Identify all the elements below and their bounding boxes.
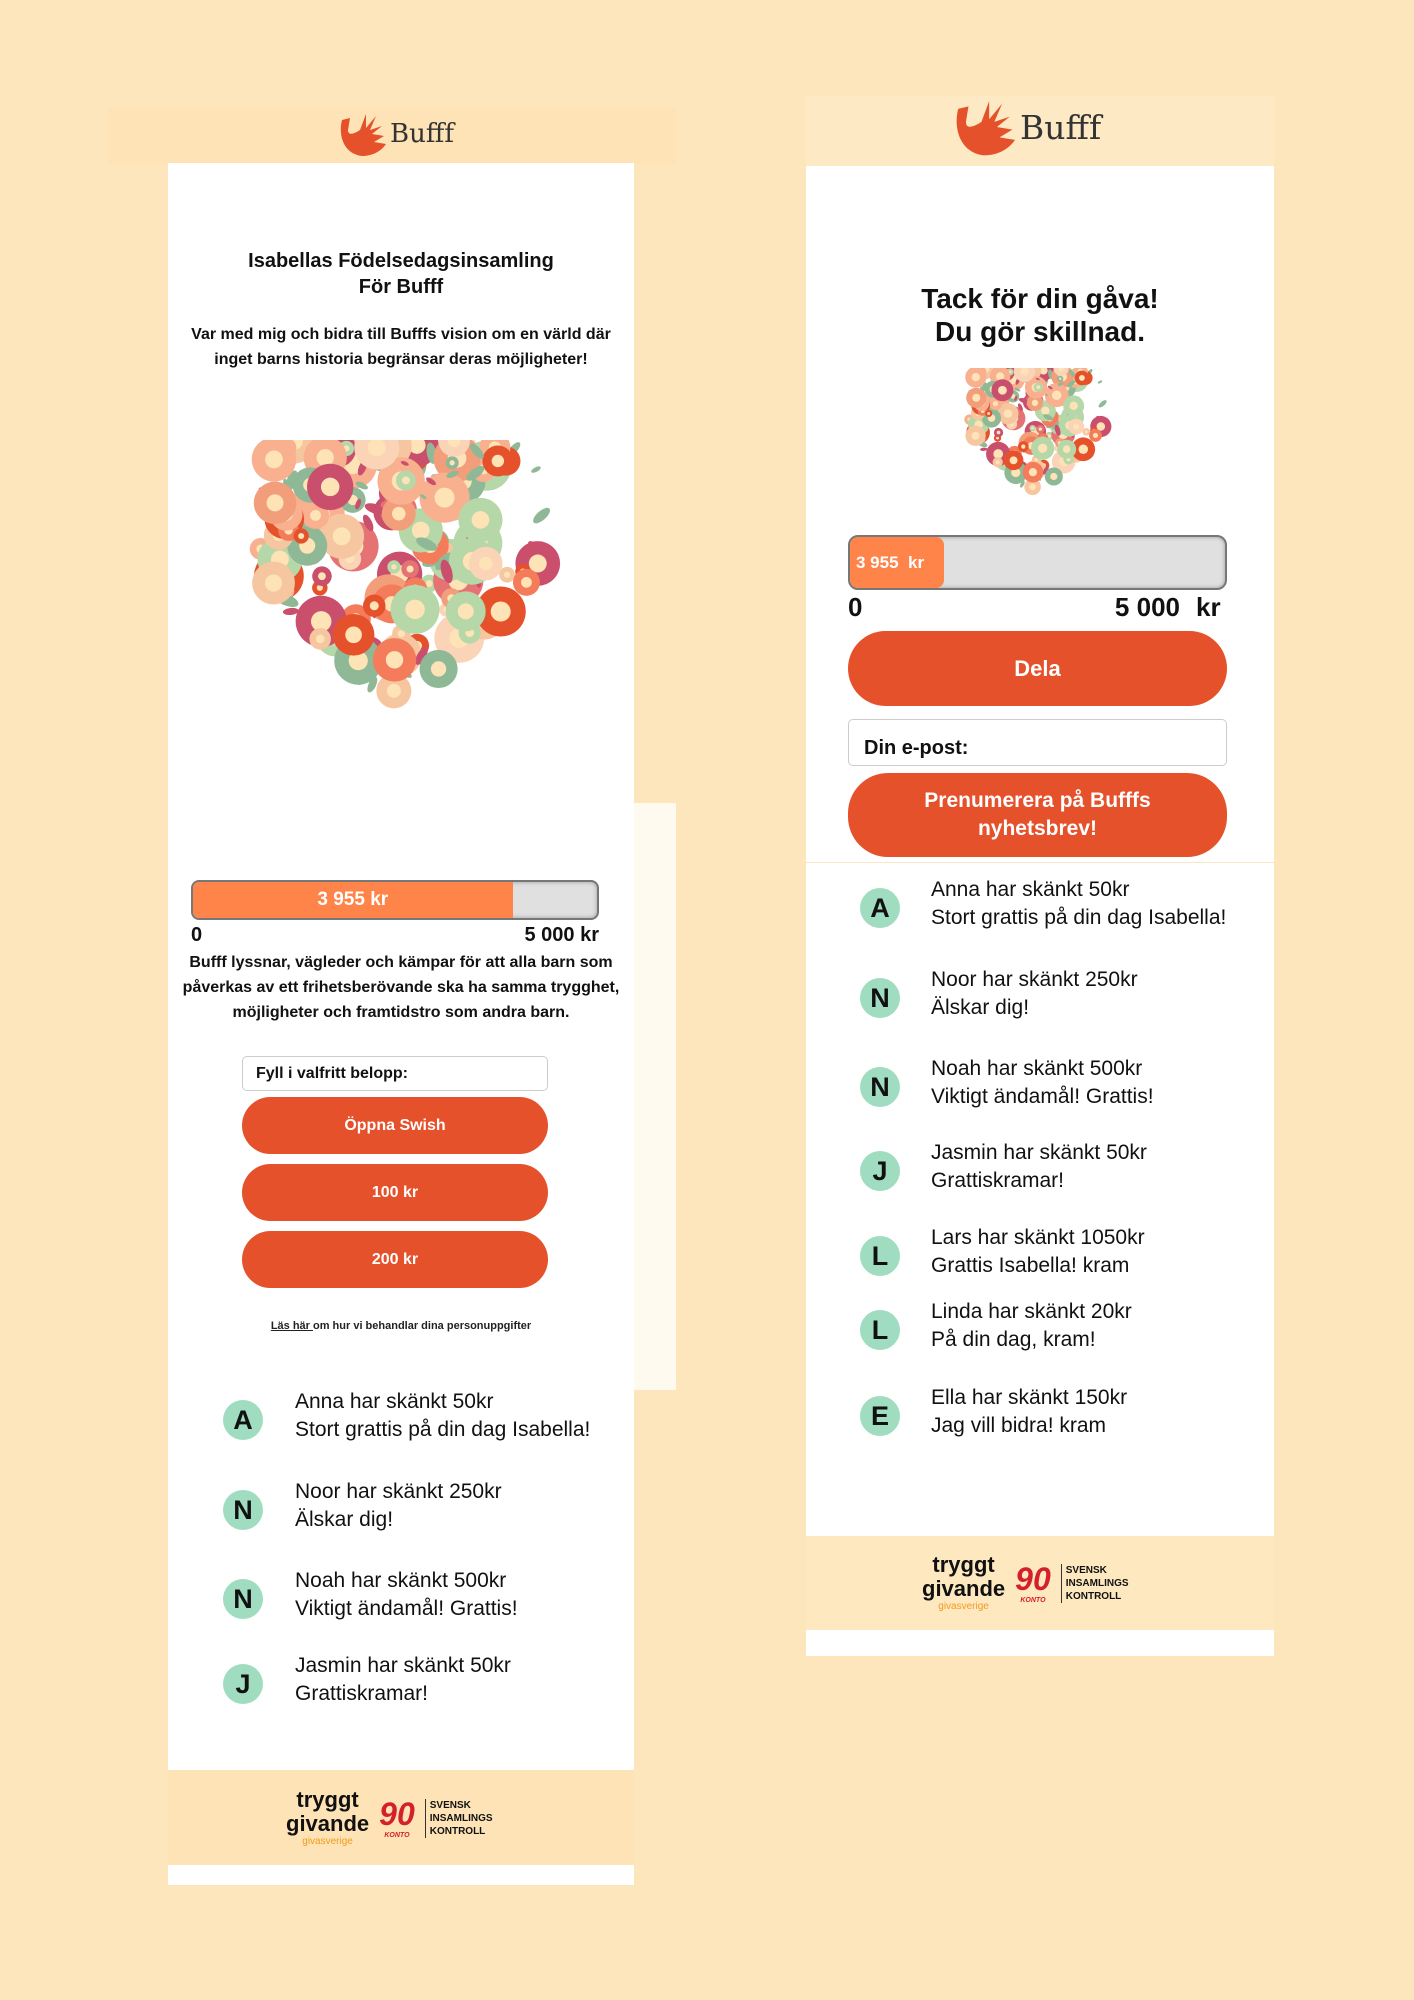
flower — [294, 528, 309, 543]
donation-text — [295, 1567, 518, 1623]
flower — [1057, 440, 1076, 459]
heart-flower-illustration — [958, 368, 1114, 513]
donation-amount: Noah har skänkt 500kr — [931, 1057, 1143, 1080]
flower — [1018, 441, 1029, 452]
donation-item — [860, 1141, 1261, 1201]
donation-amount: Ella har skänkt 150kr — [931, 1386, 1128, 1409]
leaf — [1097, 380, 1102, 384]
donation-amount: Anna har skänkt 50kr — [931, 878, 1130, 901]
flower — [307, 464, 353, 510]
left-progress-fill: 3 955 kr — [193, 882, 513, 918]
flower — [1030, 425, 1036, 431]
donation-item — [860, 878, 1261, 938]
flower — [965, 426, 985, 446]
donor-avatar: A — [223, 1400, 263, 1440]
flower — [401, 560, 419, 578]
flower — [391, 585, 440, 634]
left-footer-strip — [168, 1865, 634, 1885]
flower — [1057, 376, 1063, 382]
flower — [985, 410, 992, 417]
right-logo: Bufff — [950, 96, 1101, 158]
flower — [363, 595, 386, 618]
90-konto-logo: 90 KONTO — [379, 1795, 415, 1839]
donor-avatar: A — [860, 888, 900, 928]
leaf — [531, 505, 553, 526]
flower — [309, 628, 331, 650]
right-title: Tack för din gåva! Du gör skillnad. — [921, 283, 1159, 347]
tryggt-givande-logo: tryggt givande givasverige — [922, 1552, 1006, 1612]
donation-message: På din dag, kram! — [931, 1328, 1096, 1351]
heart-flower-illustration — [240, 440, 562, 746]
divider — [806, 862, 1274, 863]
flower — [966, 388, 986, 408]
donation-amount: Lars har skänkt 1050kr — [931, 1226, 1145, 1249]
flower — [1004, 450, 1024, 470]
right-progress-min: 0 — [848, 592, 863, 622]
svensk-insamlingskontroll-logo: SVENSK INSAMLINGS KONTROLL — [1061, 1564, 1129, 1603]
flower — [991, 379, 1013, 401]
donation-message: Viktigt ändamål! Grattis! — [295, 1597, 518, 1620]
flower — [513, 569, 540, 596]
donor-avatar: L — [860, 1236, 900, 1276]
donor-avatar: N — [860, 978, 900, 1018]
donor-avatar: J — [860, 1151, 900, 1191]
donation-text — [931, 966, 1138, 1022]
flower — [254, 482, 297, 525]
left-footer-logos — [286, 1788, 493, 1848]
donation-amount: Linda har skänkt 20kr — [931, 1300, 1132, 1323]
email-input[interactable]: Din e-post: — [848, 719, 1227, 766]
donor-avatar: N — [223, 1490, 263, 1530]
flower — [252, 562, 295, 605]
donation-amount: Jasmin har skänkt 50kr — [931, 1141, 1147, 1164]
flower — [373, 638, 417, 682]
donation-amount: Noah har skänkt 500kr — [295, 1569, 507, 1592]
hand-logo-icon — [336, 110, 388, 158]
donation-text — [931, 1055, 1154, 1111]
right-progress-bar — [848, 535, 1227, 590]
right-progress-goal: 5 000 — [1114, 592, 1180, 622]
left-title: Isabellas Födelsedagsinsamling För Bufff — [248, 250, 554, 298]
tryggt-givande-logo: tryggt givande givasverige — [286, 1787, 370, 1847]
donation-item — [223, 1654, 625, 1714]
donation-item — [860, 1386, 1261, 1446]
left-progress-bar — [191, 880, 599, 920]
flower — [446, 591, 486, 631]
flower — [312, 566, 332, 586]
open-swish-button[interactable]: Öppna Swish — [242, 1097, 548, 1154]
donation-item — [860, 1300, 1261, 1360]
flower — [1036, 425, 1044, 433]
donor-avatar: L — [860, 1310, 900, 1350]
amount-input[interactable]: Fyll i valfritt belopp: — [242, 1056, 548, 1091]
donation-message: Stort grattis på din dag Isabella! — [931, 906, 1227, 929]
privacy-notice: Läs här om hur vi behandlar dina personuppgifter — [270, 1320, 532, 1332]
90-konto-logo: 90 KONTO — [1015, 1560, 1051, 1604]
flower — [1023, 462, 1044, 483]
hand-logo-icon — [950, 96, 1018, 158]
donor-avatar: J — [223, 1664, 263, 1704]
donation-amount: Anna har skänkt 50kr — [295, 1390, 494, 1413]
right-progress-fill: 3 955 kr — [850, 537, 944, 588]
flower — [1031, 437, 1054, 460]
donation-amount: Jasmin har skänkt 50kr — [295, 1654, 511, 1677]
donation-item — [223, 1390, 625, 1450]
donation-message: Älskar dig! — [931, 996, 1030, 1019]
left-card-side — [634, 803, 676, 1390]
leaf — [1097, 399, 1107, 409]
donation-amount: Noor har skänkt 250kr — [295, 1480, 502, 1503]
left-progress-min: 0 — [191, 924, 203, 946]
flower — [1089, 429, 1102, 442]
donation-message: Älskar dig! — [295, 1508, 394, 1531]
flower — [333, 614, 375, 656]
donation-text — [295, 1478, 502, 1534]
flower — [1045, 467, 1063, 485]
right-footer-strip — [806, 1630, 1274, 1656]
donation-message: Viktigt ändamål! Grattis! — [931, 1085, 1154, 1108]
left-mission: Bufff lyssnar, vägleder och kämpar för att alla barn som påverkas av ett frihetsberövande ska ha samma trygghet, möjligheter och framtidstro som andra barn. — [182, 954, 620, 1021]
donor-avatar: E — [860, 1396, 900, 1436]
donation-message: Grattiskramar! — [295, 1682, 429, 1705]
flower — [458, 498, 502, 542]
flower — [1063, 395, 1084, 416]
donation-message: Jag vill bidra! kram — [931, 1414, 1107, 1437]
left-intro: Var med mig och bidra till Bufffs vision om en värld där inget barns historia begränsar deras möjligheter! — [191, 326, 611, 368]
svensk-insamlingskontroll-logo: SVENSK INSAMLINGS KONTROLL — [425, 1799, 493, 1838]
donor-avatar: N — [860, 1067, 900, 1107]
flower — [469, 547, 503, 581]
share-button[interactable]: Dela — [848, 631, 1227, 706]
flower — [482, 446, 513, 477]
donation-item — [860, 1057, 1261, 1117]
donation-text — [931, 1139, 1147, 1195]
donation-text — [295, 1652, 511, 1708]
donation-message: Grattis Isabella! kram — [931, 1254, 1130, 1277]
right-footer-logos — [922, 1553, 1129, 1613]
right-progress-unit: kr — [1196, 592, 1221, 622]
left-logo: Bufff — [336, 110, 454, 158]
donation-message: Grattiskramar! — [931, 1169, 1065, 1192]
privacy-link[interactable]: Läs här — [270, 1320, 313, 1332]
flower — [1034, 382, 1043, 391]
donation-text — [931, 1298, 1132, 1354]
donation-item — [860, 968, 1261, 1028]
subscribe-button[interactable]: Prenumerera på Bufffs nyhetsbrev! — [848, 773, 1227, 857]
flower — [994, 428, 1003, 437]
donation-text — [931, 1224, 1145, 1280]
flower — [396, 471, 416, 491]
amount-200-button[interactable]: 200 kr — [242, 1231, 548, 1288]
amount-100-button[interactable]: 100 kr — [242, 1164, 548, 1221]
left-progress-goal: 5 000 kr — [524, 924, 599, 946]
donation-text — [931, 876, 1226, 932]
flower — [993, 457, 1003, 467]
flower — [387, 560, 400, 573]
donation-item — [223, 1569, 625, 1629]
flower — [1075, 371, 1090, 386]
donation-item — [223, 1480, 625, 1540]
flower — [419, 650, 457, 688]
leaf — [530, 465, 541, 474]
donation-text — [295, 1388, 590, 1444]
donor-avatar: N — [223, 1579, 263, 1619]
flower — [446, 456, 459, 469]
donation-amount: Noor har skänkt 250kr — [931, 968, 1138, 991]
donation-item — [860, 1226, 1261, 1286]
donation-text — [931, 1384, 1127, 1440]
flower — [1068, 419, 1084, 435]
donation-message: Stort grattis på din dag Isabella! — [295, 1418, 591, 1441]
